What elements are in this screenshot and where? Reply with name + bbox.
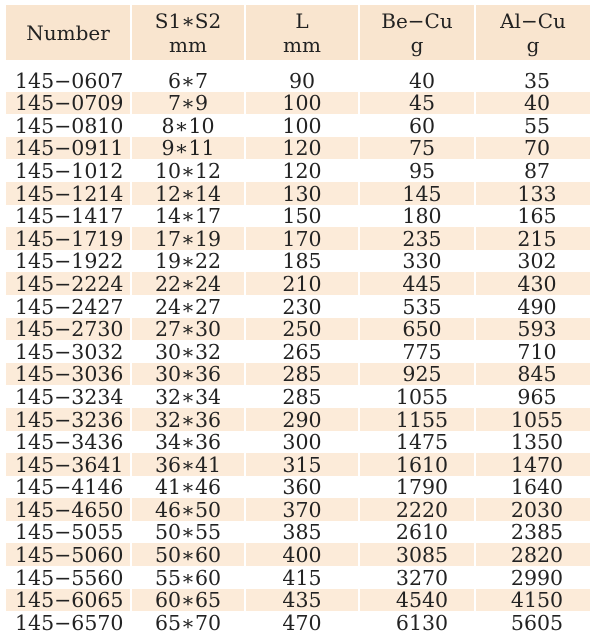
cell-s1s2: 19∗22 <box>131 250 245 273</box>
cell-length: 120 <box>245 159 359 182</box>
header-length-unit: mm <box>283 32 321 57</box>
cell-length: 360 <box>245 476 359 499</box>
cell-al-cu: 1470 <box>475 453 590 476</box>
table-row <box>6 318 590 341</box>
cell-s1s2: 9∗11 <box>131 137 245 160</box>
cell-number: 145−4650 <box>6 498 131 521</box>
cell-al-cu: 965 <box>475 385 590 408</box>
cell-length: 290 <box>245 408 359 431</box>
table-row <box>6 589 590 612</box>
cell-be-cu: 60 <box>359 114 475 137</box>
cell-al-cu: 35 <box>475 69 590 92</box>
header-al-cu-label: Al−Cu <box>500 8 566 33</box>
cell-s1s2: 41∗46 <box>131 476 245 499</box>
cell-be-cu: 445 <box>359 272 475 295</box>
cell-number: 145−2224 <box>6 272 131 295</box>
cell-al-cu: 430 <box>475 272 590 295</box>
table-row <box>6 182 590 205</box>
cell-s1s2: 55∗60 <box>131 566 245 589</box>
cell-be-cu: 2220 <box>359 498 475 521</box>
cell-length: 415 <box>245 566 359 589</box>
table-row <box>6 92 590 115</box>
cell-s1s2: 32∗34 <box>131 385 245 408</box>
cell-length: 285 <box>245 363 359 386</box>
header-length <box>245 5 359 60</box>
cell-s1s2: 14∗17 <box>131 205 245 228</box>
cell-be-cu: 535 <box>359 295 475 318</box>
cell-be-cu: 1155 <box>359 408 475 431</box>
cell-s1s2: 36∗41 <box>131 453 245 476</box>
cell-be-cu: 180 <box>359 205 475 228</box>
cell-number: 145−5055 <box>6 521 131 544</box>
table-row <box>6 543 590 566</box>
cell-length: 315 <box>245 453 359 476</box>
cell-s1s2: 32∗36 <box>131 408 245 431</box>
cell-al-cu: 1350 <box>475 431 590 454</box>
cell-al-cu: 593 <box>475 318 590 341</box>
cell-length: 210 <box>245 272 359 295</box>
table-row <box>6 137 590 160</box>
cell-number: 145−4146 <box>6 476 131 499</box>
cell-be-cu: 925 <box>359 363 475 386</box>
table-row <box>6 295 590 318</box>
cell-al-cu: 40 <box>475 92 590 115</box>
cell-al-cu: 70 <box>475 137 590 160</box>
cell-number: 145−5060 <box>6 543 131 566</box>
cell-al-cu: 165 <box>475 205 590 228</box>
cell-al-cu: 1055 <box>475 408 590 431</box>
cell-number: 145−2427 <box>6 295 131 318</box>
cell-length: 385 <box>245 521 359 544</box>
cell-length: 120 <box>245 137 359 160</box>
cell-s1s2: 24∗27 <box>131 295 245 318</box>
cell-number: 145−0607 <box>6 69 131 92</box>
cell-be-cu: 3270 <box>359 566 475 589</box>
cell-s1s2: 50∗60 <box>131 543 245 566</box>
cell-s1s2: 30∗32 <box>131 340 245 363</box>
cell-length: 100 <box>245 114 359 137</box>
spec-table <box>6 5 590 633</box>
cell-al-cu: 490 <box>475 295 590 318</box>
cell-number: 145−3032 <box>6 340 131 363</box>
table-row <box>6 431 590 454</box>
cell-al-cu: 845 <box>475 363 590 386</box>
cell-length: 230 <box>245 295 359 318</box>
cell-s1s2: 60∗65 <box>131 589 245 612</box>
table-row <box>6 69 590 92</box>
header-s1s2-unit: mm <box>169 32 207 57</box>
table-row <box>6 250 590 273</box>
cell-s1s2: 10∗12 <box>131 159 245 182</box>
cell-al-cu: 5605 <box>475 611 590 633</box>
cell-be-cu: 1055 <box>359 385 475 408</box>
cell-be-cu: 1610 <box>359 453 475 476</box>
header-be-cu <box>359 5 475 60</box>
cell-number: 145−2730 <box>6 318 131 341</box>
cell-length: 370 <box>245 498 359 521</box>
cell-number: 145−1214 <box>6 182 131 205</box>
header-spacer-row <box>6 60 590 69</box>
table-row <box>6 363 590 386</box>
table-row <box>6 476 590 499</box>
header-al-cu <box>475 5 590 60</box>
cell-length: 470 <box>245 611 359 633</box>
table-body <box>6 69 590 633</box>
cell-be-cu: 650 <box>359 318 475 341</box>
cell-length: 265 <box>245 340 359 363</box>
cell-al-cu: 710 <box>475 340 590 363</box>
cell-length: 100 <box>245 92 359 115</box>
header-number-label: Number <box>26 20 110 45</box>
cell-be-cu: 235 <box>359 227 475 250</box>
cell-al-cu: 87 <box>475 159 590 182</box>
header-be-cu-unit: g <box>410 32 424 57</box>
header-s1s2 <box>131 5 245 60</box>
cell-number: 145−5560 <box>6 566 131 589</box>
cell-number: 145−1012 <box>6 159 131 182</box>
cell-s1s2: 12∗14 <box>131 182 245 205</box>
cell-length: 150 <box>245 205 359 228</box>
cell-be-cu: 4540 <box>359 589 475 612</box>
cell-be-cu: 3085 <box>359 543 475 566</box>
cell-be-cu: 95 <box>359 159 475 182</box>
cell-s1s2: 46∗50 <box>131 498 245 521</box>
cell-length: 300 <box>245 431 359 454</box>
cell-be-cu: 1475 <box>359 431 475 454</box>
cell-s1s2: 30∗36 <box>131 363 245 386</box>
cell-be-cu: 145 <box>359 182 475 205</box>
cell-al-cu: 55 <box>475 114 590 137</box>
cell-al-cu: 2820 <box>475 543 590 566</box>
table-row <box>6 408 590 431</box>
cell-al-cu: 4150 <box>475 589 590 612</box>
cell-number: 145−3234 <box>6 385 131 408</box>
cell-number: 145−3036 <box>6 363 131 386</box>
cell-number: 145−3236 <box>6 408 131 431</box>
cell-s1s2: 7∗9 <box>131 92 245 115</box>
cell-al-cu: 2990 <box>475 566 590 589</box>
header-s1s2-label: S1∗S2 <box>154 8 222 33</box>
cell-length: 400 <box>245 543 359 566</box>
cell-length: 170 <box>245 227 359 250</box>
cell-number: 145−1417 <box>6 205 131 228</box>
cell-length: 250 <box>245 318 359 341</box>
table-row <box>6 159 590 182</box>
cell-s1s2: 17∗19 <box>131 227 245 250</box>
header-length-label: L <box>295 8 309 33</box>
cell-be-cu: 6130 <box>359 611 475 633</box>
cell-length: 130 <box>245 182 359 205</box>
table-row <box>6 566 590 589</box>
table-row <box>6 340 590 363</box>
cell-s1s2: 27∗30 <box>131 318 245 341</box>
cell-number: 145−6570 <box>6 611 131 633</box>
cell-s1s2: 22∗24 <box>131 272 245 295</box>
cell-be-cu: 45 <box>359 92 475 115</box>
cell-be-cu: 1790 <box>359 476 475 499</box>
cell-be-cu: 775 <box>359 340 475 363</box>
table-row <box>6 227 590 250</box>
cell-number: 145−3641 <box>6 453 131 476</box>
cell-number: 145−0911 <box>6 137 131 160</box>
cell-s1s2: 34∗36 <box>131 431 245 454</box>
cell-al-cu: 2030 <box>475 498 590 521</box>
header-be-cu-label: Be−Cu <box>381 8 453 33</box>
cell-al-cu: 2385 <box>475 521 590 544</box>
cell-number: 145−3436 <box>6 431 131 454</box>
header-number <box>6 5 131 60</box>
cell-number: 145−6065 <box>6 589 131 612</box>
cell-length: 285 <box>245 385 359 408</box>
table-row <box>6 498 590 521</box>
cell-length: 435 <box>245 589 359 612</box>
header-al-cu-unit: g <box>526 32 540 57</box>
cell-s1s2: 8∗10 <box>131 114 245 137</box>
table-row <box>6 611 590 633</box>
cell-s1s2: 50∗55 <box>131 521 245 544</box>
cell-s1s2: 65∗70 <box>131 611 245 633</box>
cell-number: 145−1922 <box>6 250 131 273</box>
table-row <box>6 205 590 228</box>
cell-number: 145−0810 <box>6 114 131 137</box>
table-row <box>6 453 590 476</box>
table-row <box>6 114 590 137</box>
cell-al-cu: 1640 <box>475 476 590 499</box>
cell-length: 185 <box>245 250 359 273</box>
table-row <box>6 521 590 544</box>
cell-number: 145−0709 <box>6 92 131 115</box>
cell-be-cu: 75 <box>359 137 475 160</box>
cell-al-cu: 215 <box>475 227 590 250</box>
cell-s1s2: 6∗7 <box>131 69 245 92</box>
cell-al-cu: 302 <box>475 250 590 273</box>
spec-table-container <box>6 5 590 633</box>
cell-length: 90 <box>245 69 359 92</box>
table-row <box>6 272 590 295</box>
cell-number: 145−1719 <box>6 227 131 250</box>
table-header <box>6 5 590 69</box>
header-row <box>6 5 590 60</box>
table-row <box>6 385 590 408</box>
cell-be-cu: 40 <box>359 69 475 92</box>
cell-al-cu: 133 <box>475 182 590 205</box>
cell-be-cu: 330 <box>359 250 475 273</box>
cell-be-cu: 2610 <box>359 521 475 544</box>
